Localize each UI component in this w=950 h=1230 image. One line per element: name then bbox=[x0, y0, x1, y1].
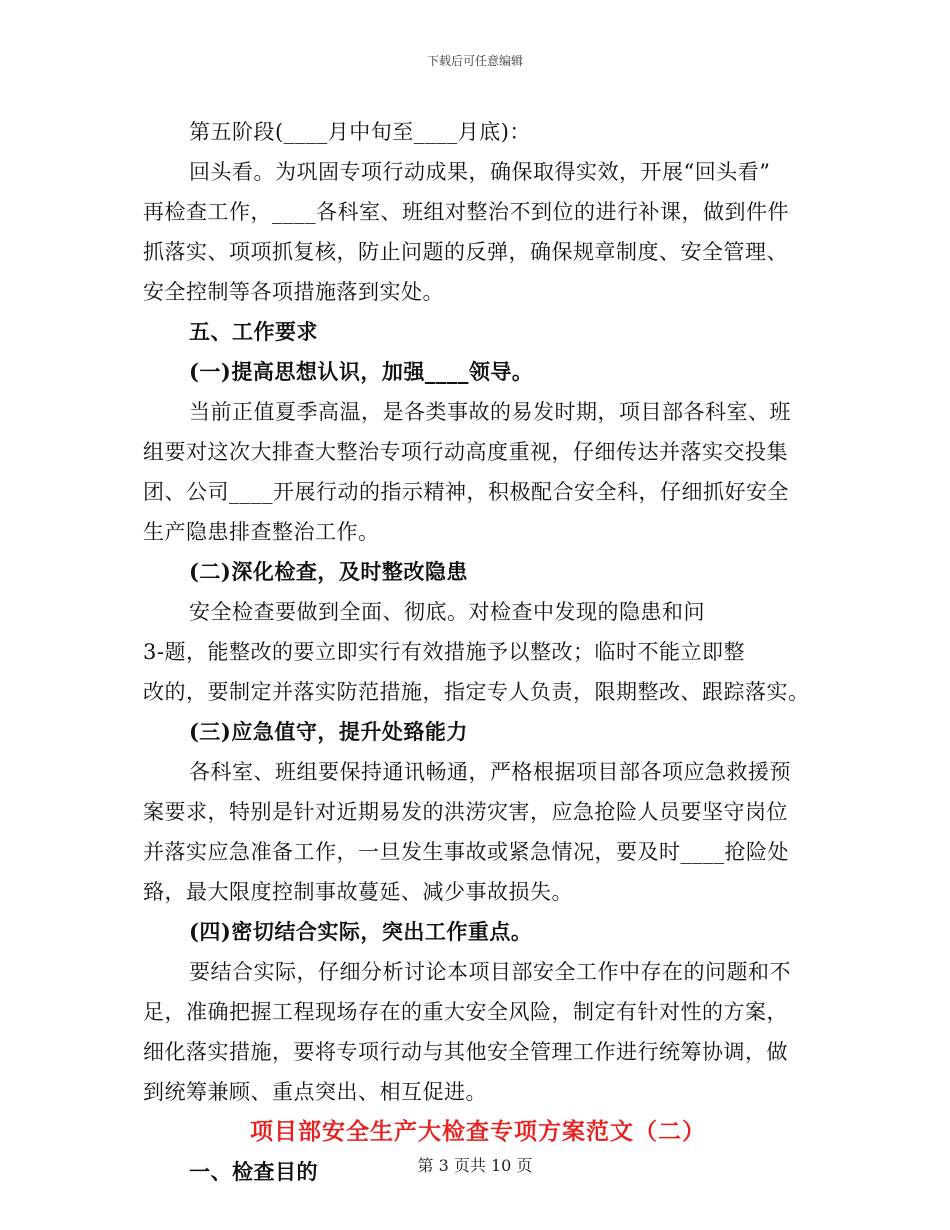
page-number: 第 3 页共 10 页 bbox=[417, 1156, 533, 1175]
document-body bbox=[143, 112, 823, 1192]
text-line: 再检查工作，____各科室、班组对整治不到位的进行补课，做到件件 bbox=[143, 200, 789, 224]
text-line: 要结合实际，仔细分析讨论本项目部安全工作中存在的问题和不 bbox=[189, 960, 791, 984]
subsection-heading: (一)提高思想认识，加强____领导。 bbox=[189, 359, 534, 384]
text-line: 案要求，特别是针对近期易发的洪涝灾害，应急抢险人员要坚守岗位 bbox=[143, 800, 788, 824]
text-line: 并落实应急准备工作，一旦发生事故或紧急情况，要及时____抢险处 bbox=[143, 840, 789, 864]
text-line: 团、公司____开展行动的指示精神，积极配合安全科，仔细抓好安全 bbox=[143, 480, 789, 504]
text-line: 足，准确把握工程现场存在的重大安全风险，制定有针对性的方案， bbox=[143, 1000, 788, 1024]
subsection-heading: (三)应急值守，提升处臵能力 bbox=[189, 719, 468, 744]
subsection-heading: (四)密切结合实际，突出工作重点。 bbox=[189, 919, 533, 944]
text-line: 臵，最大限度控制事故蔓延、减少事故损失。 bbox=[143, 880, 573, 904]
text-line: 回头看。为巩固专项行动成果，确保取得实效，开展“回头看” bbox=[189, 160, 771, 184]
text-line: 改的，要制定并落实防范措施，指定专人负责，限期整改、跟踪落实。 bbox=[143, 680, 810, 704]
text-line: 当前正值夏季高温，是各类事故的易发时期，项目部各科室、班 bbox=[189, 400, 791, 424]
text-line: 3-题，能整改的要立即实行有效措施予以整改；临时不能立即整 bbox=[143, 640, 745, 664]
text-line: 生产隐患排查整治工作。 bbox=[143, 520, 380, 544]
text-line: 安全控制等各项措施落到实处。 bbox=[143, 280, 444, 304]
page-header: 下载后可任意编辑 bbox=[426, 54, 523, 68]
text-line: 组要对这次大排查大整治专项行动高度重视，仔细传达并落实交投集 bbox=[143, 440, 788, 464]
subsection-heading: (二)深化检查，及时整改隐患 bbox=[189, 559, 468, 584]
section-heading: 一、检查目的 bbox=[189, 1159, 318, 1184]
text-line: 细化落实措施，要将专项行动与其他安全管理工作进行统筹协调，做 bbox=[143, 1040, 788, 1064]
text-line: 安全检查要做到全面、彻底。对检查中发现的隐患和问 bbox=[189, 600, 705, 624]
text-line: 抓落实、项项抓复核，防止问题的反弹，确保规章制度、安全管理、 bbox=[143, 240, 788, 264]
text-line: 第五阶段(____月中旬至____月底)： bbox=[189, 120, 531, 144]
text-line: 到统筹兼顾、重点突出、相互促进。 bbox=[143, 1080, 487, 1104]
text-line: 各科室、班组要保持通讯畅通，严格根据项目部各项应急救援预 bbox=[189, 760, 791, 784]
section-heading: 五、工作要求 bbox=[189, 319, 318, 344]
document-title: 项目部安全生产大检查专项方案范文（二） bbox=[250, 1118, 706, 1145]
